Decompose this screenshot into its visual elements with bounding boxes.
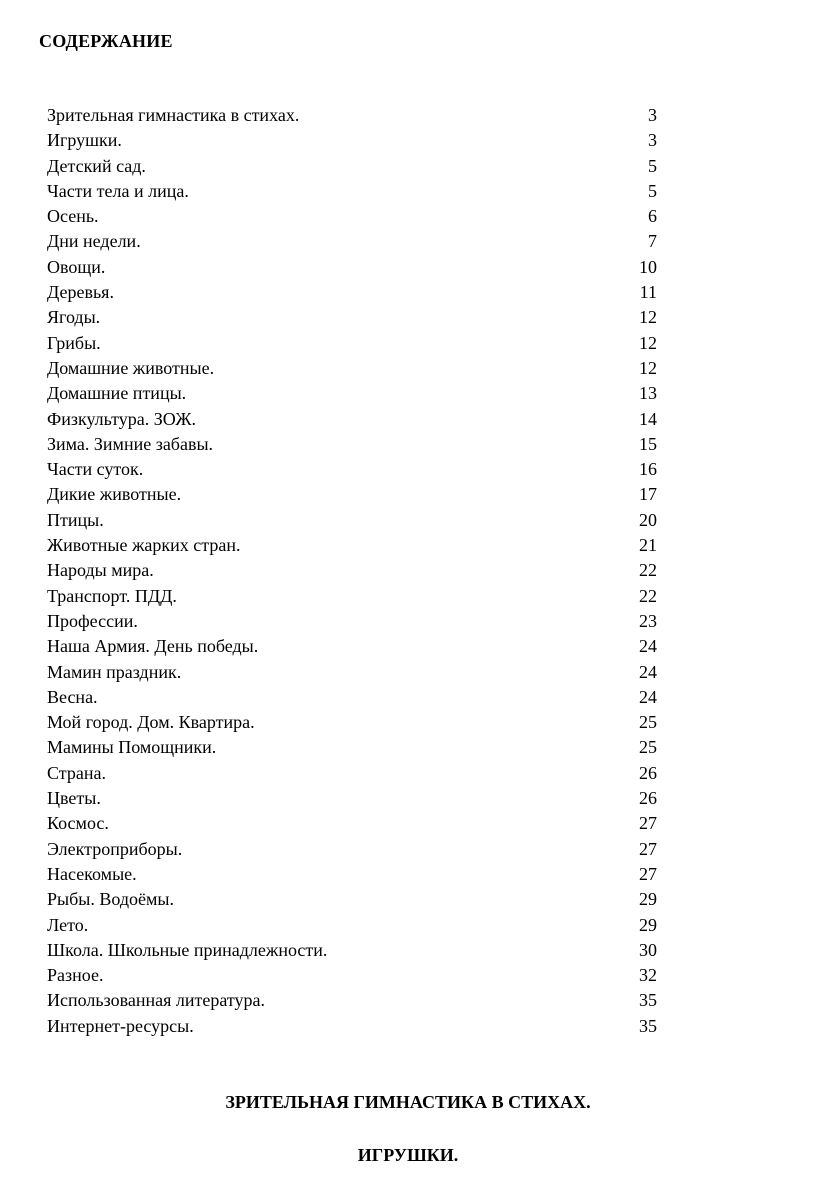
toc-entry <box>47 811 657 836</box>
toc-entry-page-number: 12 <box>639 307 657 328</box>
toc-entry-title: Народы мира. <box>47 560 154 581</box>
toc-entry <box>47 1014 657 1039</box>
toc-entry-title: Мамины Помощники. <box>47 737 217 758</box>
toc-entry <box>47 103 657 128</box>
toc-entry <box>47 331 657 356</box>
toc-entry <box>47 735 657 760</box>
toc-entry <box>47 761 657 786</box>
toc-entry <box>47 407 657 432</box>
toc-entry <box>47 179 657 204</box>
toc-entry-title: Деревья. <box>47 282 114 303</box>
section-heading-toys: ИГРУШКИ. <box>357 1145 459 1165</box>
toc-entry-page-number: 26 <box>639 762 657 783</box>
toc-entry-title: Части тела и лица. <box>47 180 189 201</box>
toc-entry-page-number: 23 <box>639 610 657 631</box>
toc-entry-title: Мамин праздник. <box>47 661 182 682</box>
toc-entry-page-number: 3 <box>648 130 657 151</box>
toc-entry <box>47 356 657 381</box>
table-of-contents <box>47 103 657 1039</box>
toc-entry-page-number: 21 <box>639 535 657 556</box>
toc-entry-page-number: 22 <box>639 560 657 581</box>
toc-entry <box>47 508 657 533</box>
toc-entry-page-number: 12 <box>639 332 657 353</box>
toc-entry-page-number: 11 <box>639 282 657 303</box>
toc-entry-page-number: 12 <box>639 357 657 378</box>
toc-entry <box>47 482 657 507</box>
toc-entry-title: Рыбы. Водоёмы. <box>47 889 174 910</box>
toc-entry-title: Зима. Зимние забавы. <box>47 433 214 454</box>
toc-entry-page-number: 26 <box>639 788 657 809</box>
toc-entry-page-number: 29 <box>639 914 657 935</box>
toc-entry <box>47 128 657 153</box>
toc-entry-page-number: 25 <box>639 737 657 758</box>
toc-entry-title: Части суток. <box>47 459 144 480</box>
toc-entry-page-number: 25 <box>639 712 657 733</box>
toc-entry-page-number: 5 <box>648 155 657 176</box>
toc-entry-title: Страна. <box>47 762 106 783</box>
toc-entry-page-number: 24 <box>639 636 657 657</box>
toc-entry-title: Домашние птицы. <box>47 383 187 404</box>
toc-entry <box>47 710 657 735</box>
toc-entry-title: Дни недели. <box>47 231 141 252</box>
toc-entry-page-number: 27 <box>639 838 657 859</box>
toc-entry-page-number: 29 <box>639 889 657 910</box>
toc-entry <box>47 204 657 229</box>
toc-entry-page-number: 30 <box>639 939 657 960</box>
toc-entry-page-number: 3 <box>648 105 657 125</box>
toc-entry <box>47 381 657 406</box>
toc-entry-title: Наша Армия. День победы. <box>47 636 259 657</box>
toc-heading: СОДЕРЖАНИЕ <box>39 31 173 51</box>
toc-entry-title: Транспорт. ПДД. <box>47 585 177 606</box>
toc-entry <box>47 609 657 634</box>
toc-entry-page-number: 32 <box>639 965 657 986</box>
toc-entry-title: Электроприборы. <box>47 838 183 859</box>
toc-entry-page-number: 35 <box>639 1015 657 1036</box>
toc-entry-page-number: 20 <box>639 509 657 530</box>
toc-entry <box>47 154 657 179</box>
toc-entry-title: Ягоды. <box>47 307 101 328</box>
toc-entry-title: Космос. <box>47 813 109 834</box>
toc-entry-title: Овощи. <box>47 256 106 277</box>
toc-entry-title: Дикие животные. <box>47 484 182 505</box>
toc-entry-page-number: 13 <box>639 383 657 404</box>
toc-entry <box>47 786 657 811</box>
toc-entry-title: Физкультура. ЗОЖ. <box>47 408 196 429</box>
toc-entry <box>47 887 657 912</box>
toc-entry <box>47 305 657 330</box>
toc-entry <box>47 255 657 280</box>
toc-entry <box>47 685 657 710</box>
toc-entry-page-number: 5 <box>648 180 657 201</box>
toc-entry-title: Использованная литература. <box>47 990 265 1011</box>
toc-entry <box>47 634 657 659</box>
toc-entry-title: Зрительная гимнастика в стихах. <box>47 105 300 125</box>
toc-entry-page-number: 27 <box>639 813 657 834</box>
toc-entry <box>47 584 657 609</box>
toc-entry-title: Весна. <box>47 686 98 707</box>
toc-entry-page-number: 16 <box>639 459 657 480</box>
toc-entry-title: Насекомые. <box>47 863 137 884</box>
toc-entry-page-number: 6 <box>648 206 657 227</box>
toc-entry-title: Мой город. Дом. Квартира. <box>47 712 255 733</box>
toc-entry <box>47 938 657 963</box>
toc-entry-title: Животные жарких стран. <box>47 535 241 556</box>
toc-entry-title: Школа. Школьные принадлежности. <box>47 939 328 960</box>
toc-entry-title: Осень. <box>47 206 99 227</box>
toc-entry-title: Интернет-ресурсы. <box>47 1015 194 1036</box>
toc-entry <box>47 280 657 305</box>
toc-entry-page-number: 17 <box>639 484 657 505</box>
section-heading-visual-gymnastics: ЗРИТЕЛЬНАЯ ГИМНАСТИКА В СТИХАХ. <box>225 1092 591 1112</box>
toc-entry-page-number: 14 <box>639 408 657 429</box>
toc-entry-title: Грибы. <box>47 332 101 353</box>
toc-entry <box>47 660 657 685</box>
toc-entry <box>47 229 657 254</box>
toc-entry-page-number: 27 <box>639 863 657 884</box>
toc-entry-title: Разное. <box>47 965 104 986</box>
toc-entry <box>47 432 657 457</box>
toc-entry-page-number: 22 <box>639 585 657 606</box>
toc-entry-title: Цветы. <box>47 788 101 809</box>
toc-entry <box>47 533 657 558</box>
toc-entry <box>47 837 657 862</box>
toc-entry <box>47 963 657 988</box>
toc-entry-page-number: 7 <box>648 231 657 252</box>
toc-entry-title: Игрушки. <box>47 130 122 151</box>
toc-entry <box>47 862 657 887</box>
toc-entry-page-number: 15 <box>639 433 657 454</box>
toc-entry-title: Птицы. <box>47 509 104 530</box>
toc-entry-title: Домашние животные. <box>47 357 215 378</box>
toc-entry-title: Профессии. <box>47 610 138 631</box>
toc-entry-title: Детский сад. <box>47 155 146 176</box>
toc-entry-page-number: 24 <box>639 661 657 682</box>
toc-entry-page-number: 10 <box>639 256 657 277</box>
toc-entry-page-number: 24 <box>639 686 657 707</box>
toc-entry <box>47 457 657 482</box>
toc-entry <box>47 558 657 583</box>
toc-entry <box>47 913 657 938</box>
toc-entry <box>47 988 657 1013</box>
toc-entry-title: Лето. <box>47 914 89 935</box>
toc-entry-page-number: 35 <box>639 990 657 1011</box>
